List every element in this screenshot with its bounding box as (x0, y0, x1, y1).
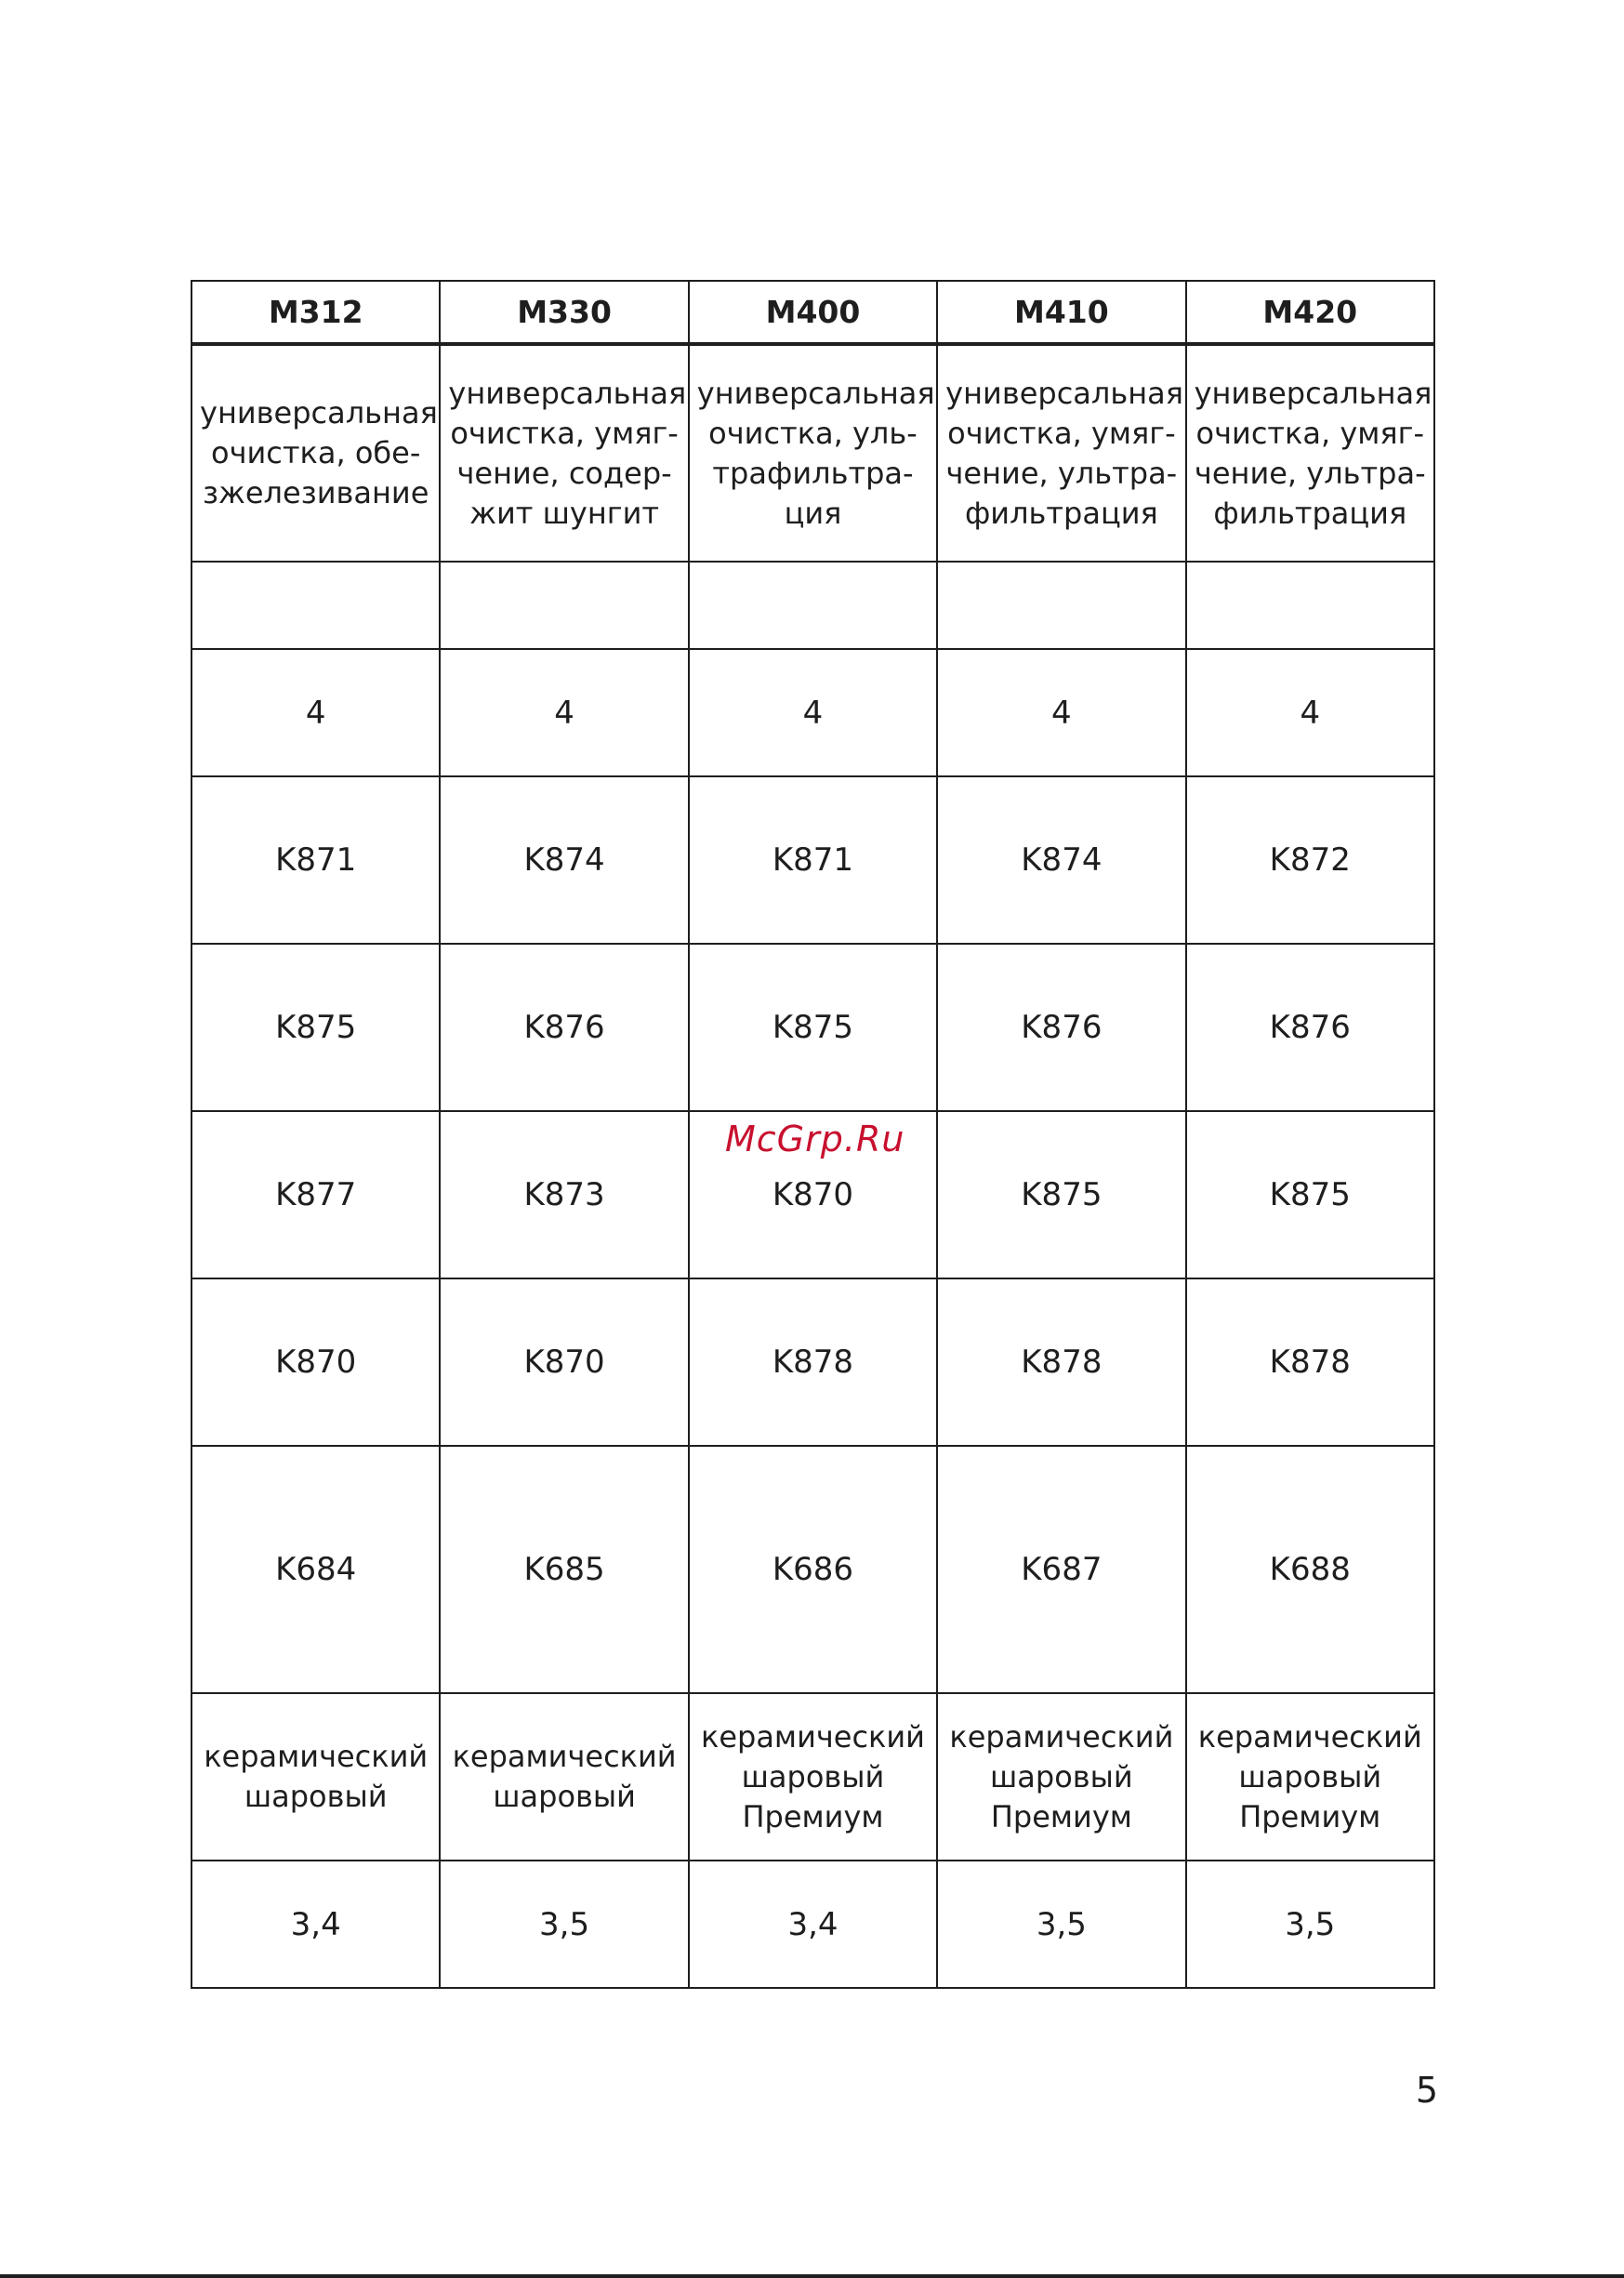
description-cell: универсальная очистка, обе- зжелезивание (191, 344, 440, 562)
weight-row (191, 1861, 1434, 1988)
cartridge-cell: K874 (937, 776, 1185, 944)
weight-cell: 3,4 (689, 1861, 937, 1988)
model-header: M330 (440, 281, 688, 344)
description-cell: универсальная очистка, уль- трафильтра- ция (689, 344, 937, 562)
stages-row (191, 649, 1434, 776)
cartridge-cell: K870 (689, 1111, 937, 1278)
weight-cell: 3,5 (440, 1861, 688, 1988)
stages-cell: 4 (1186, 649, 1434, 776)
cartridge-cell: K873 (440, 1111, 688, 1278)
stages-cell: 4 (191, 649, 440, 776)
stages-cell: 4 (937, 649, 1185, 776)
model-header: M410 (937, 281, 1185, 344)
faucet-cell: керамический шаровый (440, 1693, 688, 1861)
cartridge-cell: K871 (689, 776, 937, 944)
cartridge-cell: K874 (440, 776, 688, 944)
cartridge-set-cell: K685 (440, 1446, 688, 1693)
empty-cell (440, 562, 688, 649)
faucet-row (191, 1693, 1434, 1861)
empty-cell (191, 562, 440, 649)
cartridge-row-4 (191, 1278, 1434, 1446)
description-row (191, 344, 1434, 562)
cartridge-cell: K876 (1186, 944, 1434, 1111)
faucet-cell: керамический шаровый Премиум (937, 1693, 1185, 1861)
cartridge-cell: K875 (689, 944, 937, 1111)
weight-cell: 3,5 (1186, 1861, 1434, 1988)
empty-row (191, 562, 1434, 649)
cartridge-cell: K878 (1186, 1278, 1434, 1446)
empty-cell (1186, 562, 1434, 649)
cartridge-cell: K871 (191, 776, 440, 944)
cartridge-set-cell: K686 (689, 1446, 937, 1693)
stages-cell: 4 (689, 649, 937, 776)
cartridge-row-2 (191, 944, 1434, 1111)
description-cell: универсальная очистка, умяг- чение, ультра- фильтрация (1186, 344, 1434, 562)
header-row (191, 281, 1434, 344)
cartridge-set-row (191, 1446, 1434, 1693)
faucet-cell: керамический шаровый Премиум (1186, 1693, 1434, 1861)
cartridge-cell: K875 (1186, 1111, 1434, 1278)
cartridge-row-1 (191, 776, 1434, 944)
cartridge-cell: K878 (937, 1278, 1185, 1446)
bottom-rule (0, 2274, 1624, 2278)
cartridge-cell: K875 (937, 1111, 1185, 1278)
cartridge-set-cell: K684 (191, 1446, 440, 1693)
page-number: 5 (1415, 2070, 1438, 2111)
cartridge-cell: K875 (191, 944, 440, 1111)
weight-cell: 3,4 (191, 1861, 440, 1988)
cartridge-cell: K870 (440, 1278, 688, 1446)
cartridge-cell: K876 (937, 944, 1185, 1111)
empty-cell (937, 562, 1185, 649)
cartridge-set-cell: K688 (1186, 1446, 1434, 1693)
weight-cell: 3,5 (937, 1861, 1185, 1988)
cartridge-set-cell: K687 (937, 1446, 1185, 1693)
cartridge-cell: K876 (440, 944, 688, 1111)
description-cell: универсальная очистка, умяг- чение, содер- жит шунгит (440, 344, 688, 562)
faucet-cell: керамический шаровый Премиум (689, 1693, 937, 1861)
model-header: M400 (689, 281, 937, 344)
model-header: M420 (1186, 281, 1434, 344)
faucet-cell: керамический шаровый (191, 1693, 440, 1861)
stages-cell: 4 (440, 649, 688, 776)
watermark: McGrp.Ru (725, 1119, 905, 1159)
description-cell: универсальная очистка, умяг- чение, ультра- фильтрация (937, 344, 1185, 562)
model-header: M312 (191, 281, 440, 344)
cartridge-cell: K878 (689, 1278, 937, 1446)
cartridge-cell: K877 (191, 1111, 440, 1278)
empty-cell (689, 562, 937, 649)
cartridge-cell: K870 (191, 1278, 440, 1446)
cartridge-cell: K872 (1186, 776, 1434, 944)
